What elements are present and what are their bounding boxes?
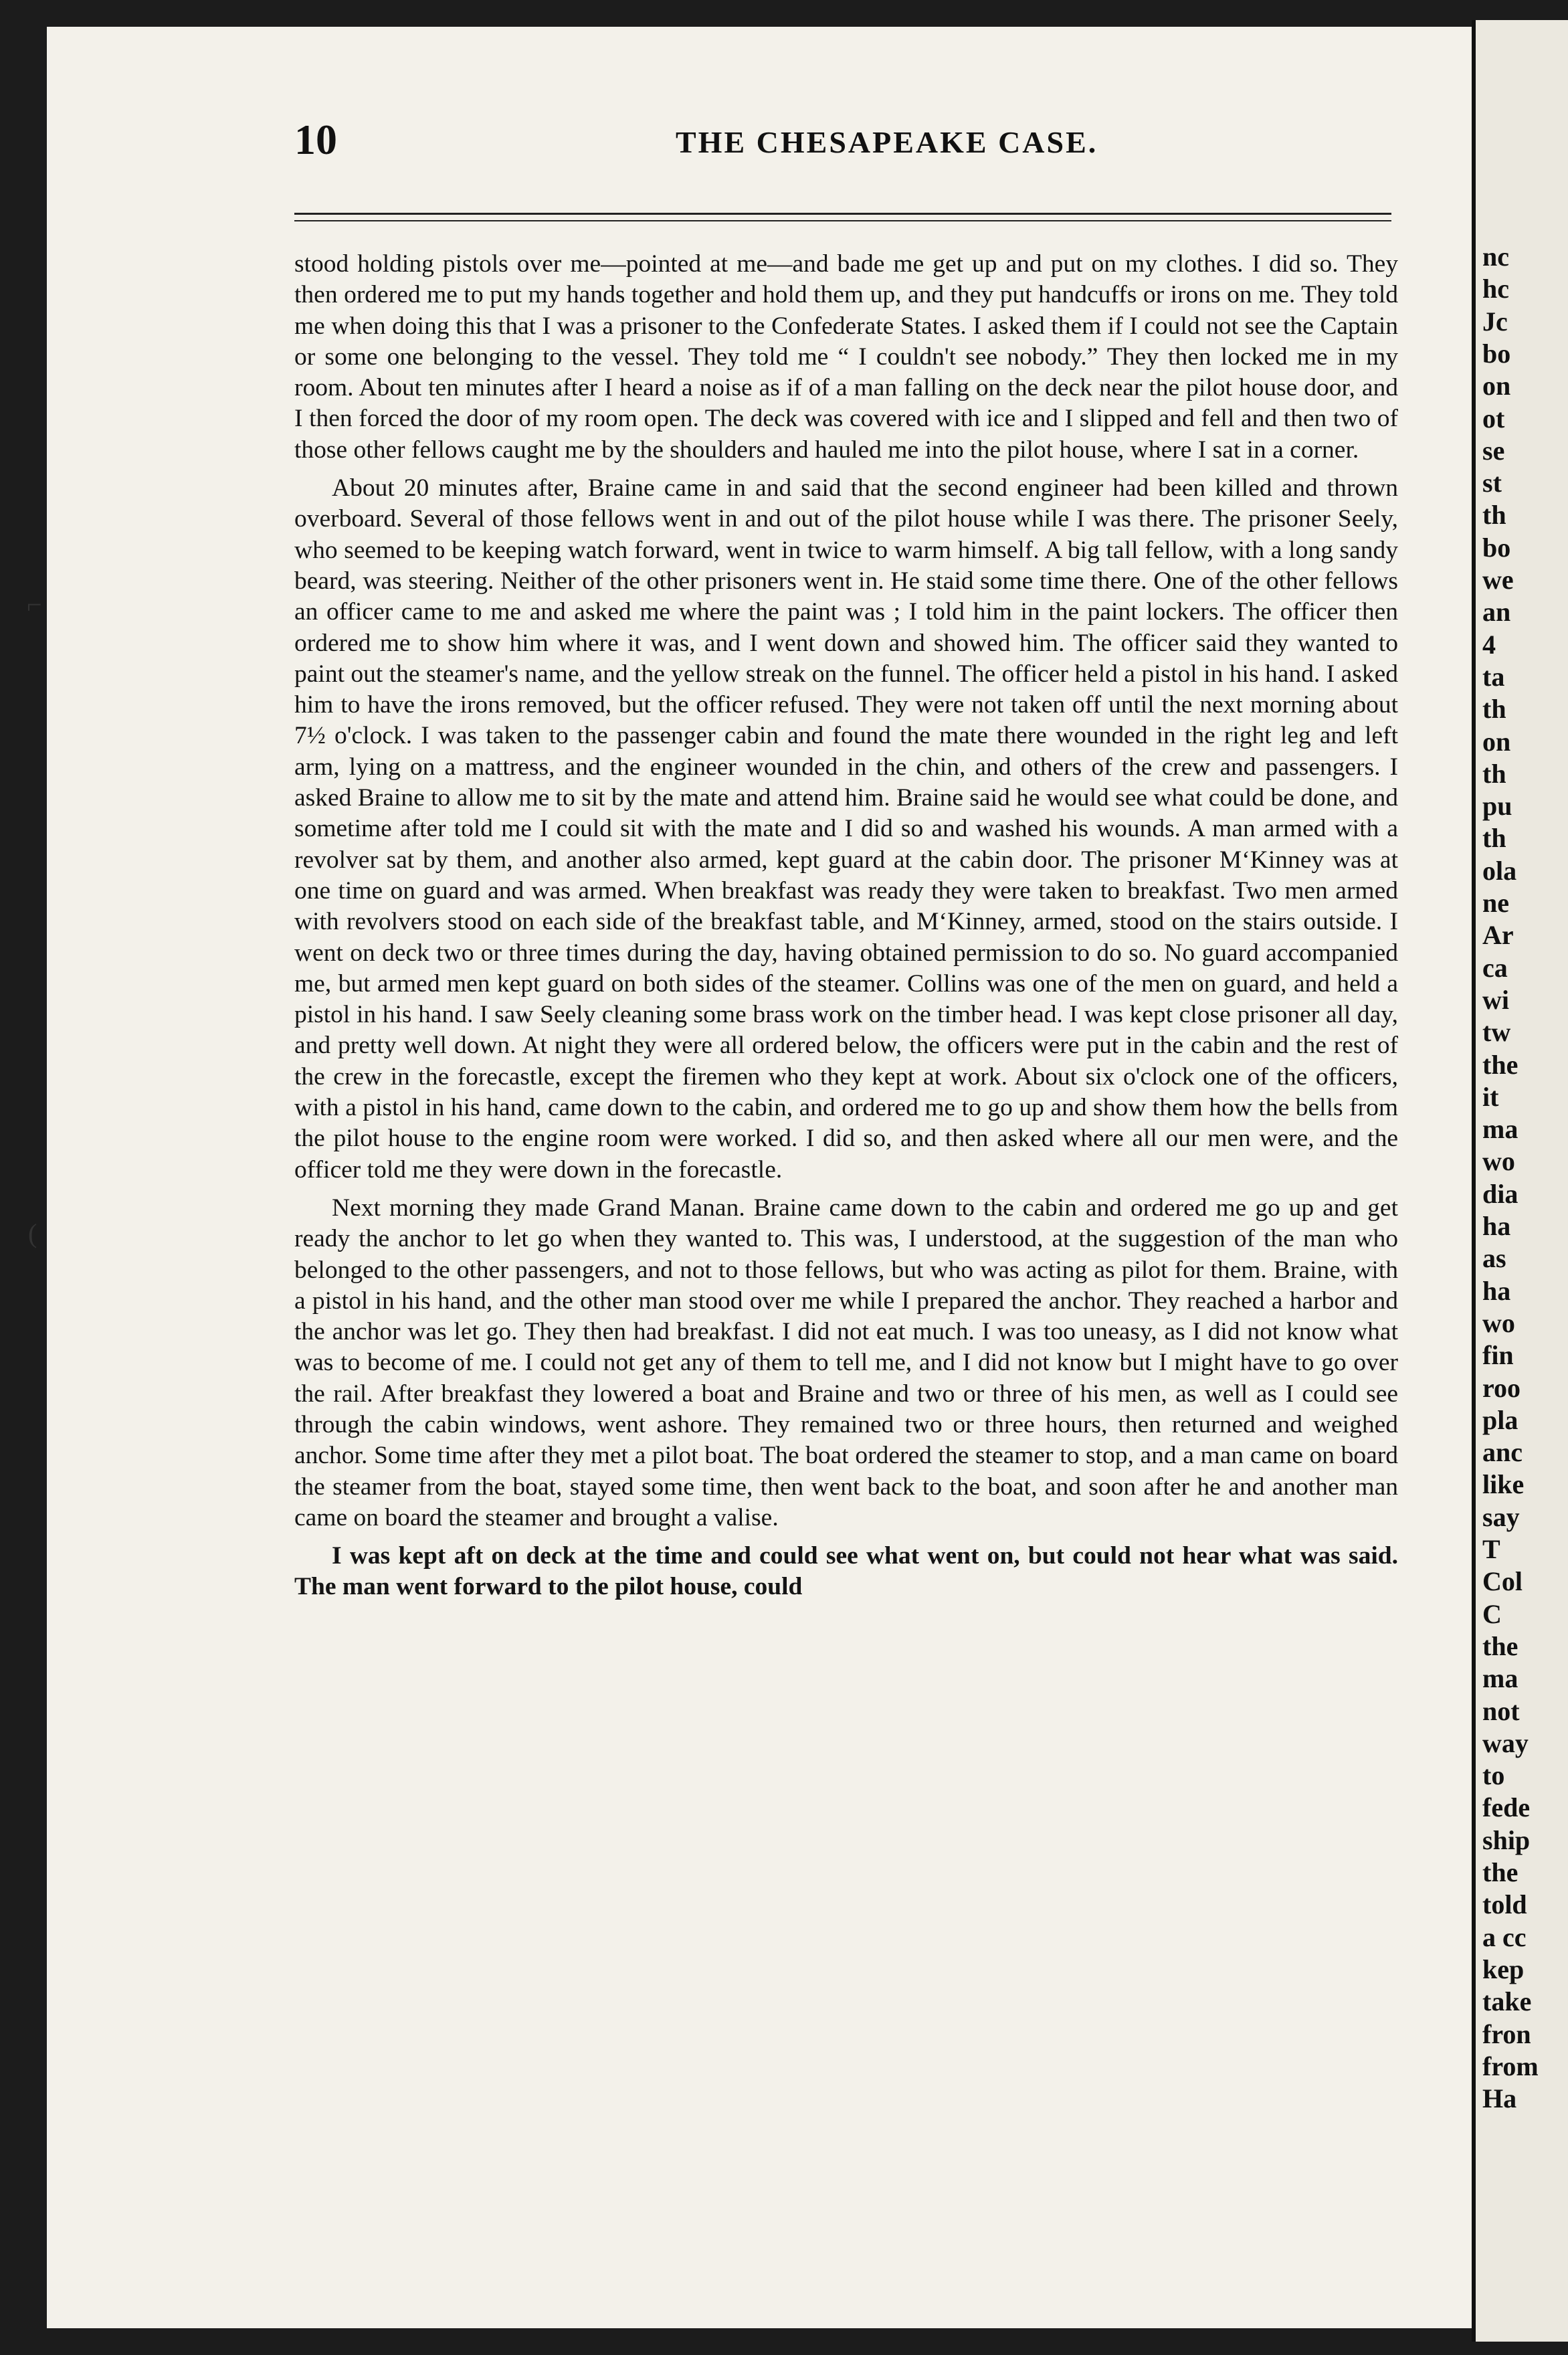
facing-page-fragment: pu	[1482, 791, 1512, 822]
facing-page-fragment: bo	[1482, 338, 1511, 369]
body-text	[294, 249, 1398, 1610]
facing-page-fragment: told	[1482, 1889, 1527, 1920]
facing-page-fragment: fin	[1482, 1340, 1514, 1371]
page-number: 10	[294, 116, 337, 163]
facing-page-fragment: st	[1482, 468, 1502, 498]
facing-page-fragment: ola	[1482, 855, 1517, 886]
facing-page-fragment: roo	[1482, 1372, 1521, 1403]
facing-page-edge	[1472, 20, 1568, 2342]
facing-page-fragment: fron	[1482, 2018, 1531, 2049]
facing-page-fragment: ha	[1482, 1275, 1511, 1306]
facing-page-fragment: pla	[1482, 1404, 1518, 1435]
facing-page-fragment: ot	[1482, 403, 1505, 434]
facing-page-fragment: ha	[1482, 1211, 1511, 1241]
margin-mark: ⌐	[27, 589, 42, 620]
facing-page-fragment: Col	[1482, 1566, 1523, 1597]
facing-page-fragment: th	[1482, 758, 1506, 789]
facing-page-fragment: an	[1482, 597, 1511, 628]
facing-page-fragment: anc	[1482, 1437, 1523, 1468]
facing-page-fragment: the	[1482, 1049, 1518, 1080]
facing-page-fragment: Ha	[1482, 2083, 1517, 2114]
facing-page-fragment: ma	[1482, 1663, 1518, 1694]
facing-page-fragment: it	[1482, 1081, 1499, 1112]
facing-page-fragment: Ar	[1482, 920, 1514, 951]
facing-page-fragment: ma	[1482, 1114, 1518, 1145]
facing-page-fragment: ship	[1482, 1824, 1531, 1855]
facing-page-fragment: not	[1482, 1695, 1520, 1726]
facing-page-fragment: wo	[1482, 1146, 1515, 1177]
facing-page-fragment: a cc	[1482, 1921, 1527, 1952]
facing-page-fragment: T	[1482, 1534, 1500, 1564]
facing-page-fragment: way	[1482, 1727, 1529, 1758]
facing-page-fragment: wi	[1482, 984, 1509, 1015]
paragraph-3: Next morning they made Grand Manan. Braine came down to the cabin and ordered me go up and get ready the anchor to let go when they wanted to. This was, I understood, at the suggestion of the man who belonged to the other passengers, and not to those fellows, but who was acting as pilot for them. Braine, with a pistol in his hand, and the other man stood over me while I prepared the anchor. They reached a harbor and the anchor was let go. They then had breakfast. I did not eat much. I was too uneasy, as I did not know what was to become of me. I could not get any of them to tell me, and I did not know but I might have to go over the rail. After breakfast they lowered a boat and Braine and two or three of his men, as well as I could see through the cabin windows, went ashore. They remained two or three hours, then returned and weighed anchor. Some time after they met a pilot boat. The boat ordered the steamer to stop, and a man came on board the steamer from the boat, stayed some time, then went back to the boat, and soon after he and another man came on board the steamer and brought a valise.	[294, 1194, 1398, 1531]
facing-page-fragment: th	[1482, 694, 1506, 725]
facing-page-fragment: on	[1482, 371, 1511, 401]
facing-page-fragment: ta	[1482, 661, 1505, 692]
facing-page-fragment: wo	[1482, 1307, 1515, 1338]
paragraph-1: stood holding pistols over me—pointed at me—and bade me get up and put on my clothes. I did so. They then ordered me to put my hands together and hold them up, and they put handcuffs or irons on me. They told me when doing this that I was a prisoner to the Confederate States. I asked them if I could not see the Captain or some one belonging to the vessel. They told me “ I couldn't see nobody.” They then locked me in my room. About ten minutes after I heard a noise as if of a man falling on the deck near the pilot house door, and I then forced the door of my room open. The deck was covered with ice and I slipped and fell and then two of those other fellows caught me by the shoulders and hauled me into the pilot house, where I sat in a corner.	[294, 250, 1398, 464]
facing-page-fragment: bo	[1482, 532, 1511, 563]
facing-page-fragment: ne	[1482, 888, 1509, 918]
facing-page-fragment: the	[1482, 1630, 1518, 1661]
facing-page-fragment: to	[1482, 1760, 1505, 1791]
facing-page-fragment: th	[1482, 500, 1506, 531]
facing-page-fragment: kep	[1482, 1954, 1525, 1984]
facing-page-fragment: ca	[1482, 952, 1508, 983]
facing-page-fragment: dia	[1482, 1178, 1518, 1209]
paragraph-4: I was kept aft on deck at the time and could see what went on, but could not hear what was said. The man went forward to the pilot house, could	[294, 1542, 1398, 1601]
facing-page-fragment: 4	[1482, 629, 1496, 660]
page-header	[294, 115, 1391, 169]
facing-page-fragment: like	[1482, 1469, 1525, 1500]
facing-page-fragment: se	[1482, 435, 1505, 466]
facing-page-fragment: tw	[1482, 1017, 1511, 1048]
facing-page-fragment: we	[1482, 565, 1514, 595]
facing-page-fragment: from	[1482, 2051, 1539, 2081]
facing-page-fragment: on	[1482, 726, 1511, 757]
facing-page-fragment: C	[1482, 1598, 1502, 1629]
facing-page-fragment: say	[1482, 1501, 1520, 1532]
facing-page-fragment: th	[1482, 823, 1506, 854]
facing-page-fragment: the	[1482, 1857, 1518, 1887]
facing-page-fragment: fede	[1482, 1792, 1531, 1823]
facing-page-fragment: Jc	[1482, 306, 1508, 337]
running-title: THE CHESAPEAKE CASE.	[676, 125, 1098, 159]
header-rule	[294, 213, 1391, 221]
paragraph-2: About 20 minutes after, Braine came in and said that the second engineer had been killed and thrown overboard. Several of those fellows went in and out of the pilot house while I was there. The prisoner Seely, who seemed to be keeping watch forward, went in twice to warm himself. A big tall fellow, with a long sandy beard, was steering. Neither of the other prisoners went in. He staid some time there. One of the other fellows an officer came to me and asked me where the paint was ; I told him in the paint lockers. The officer then ordered me to show him where it was, and I went down and showed him. The officer said they wanted to paint out the steamer's name, and the yellow streak on the funnel. The officer held a pistol in his hand. I asked him to have the irons removed, but the officer refused. They were not taken off until the next morning about 7½ o'clock. I was taken to the passenger cabin and found the mate there wounded in the right leg and left arm, lying on a mattress, and the engineer wounded in the chin, and others of the crew and passengers. I asked Braine to allow me to sit by the mate and attend him. Braine said he would see what could be done, and sometime after told me I could sit with the mate and I did so and washed his wounds. A man armed with a revolver sat by them, and another also armed, kept guard at the cabin door. The prisoner M‘Kinney was at one time on guard and was armed. When breakfast was ready they were taken to breakfast. Two men armed with revolvers stood on each side of the breakfast table, and M‘Kinney, armed, stood on the stairs outside. I went on deck two or three times during the day, having obtained permission to do so. No guard accompanied me, but armed men kept guard on both sides of the steamer. Collins was one of the men on guard, and held a pistol in his hand. I saw Seely cleaning some brass work on the timber head. I was kept close prisoner all day, and pretty well down. At night they were all ordered below, the officers were put in the cabin and the rest of the crew in the forecastle, except the firemen who they kept at work. About six o'clock one of the officers, with a pistol in his hand, came down to the cabin, and ordered me to go up and show them how the bells from the pilot house to the engine room were worked. I did so, and then asked where all our men were, and the officer told me they were down in the forecastle.	[294, 474, 1398, 1184]
facing-page-fragment: as	[1482, 1243, 1506, 1274]
facing-page-fragment: take	[1482, 1986, 1532, 2017]
margin-bracket-mark: (	[28, 1218, 37, 1248]
facing-page-fragment: nc	[1482, 242, 1509, 272]
facing-page-fragment: hc	[1482, 274, 1509, 304]
